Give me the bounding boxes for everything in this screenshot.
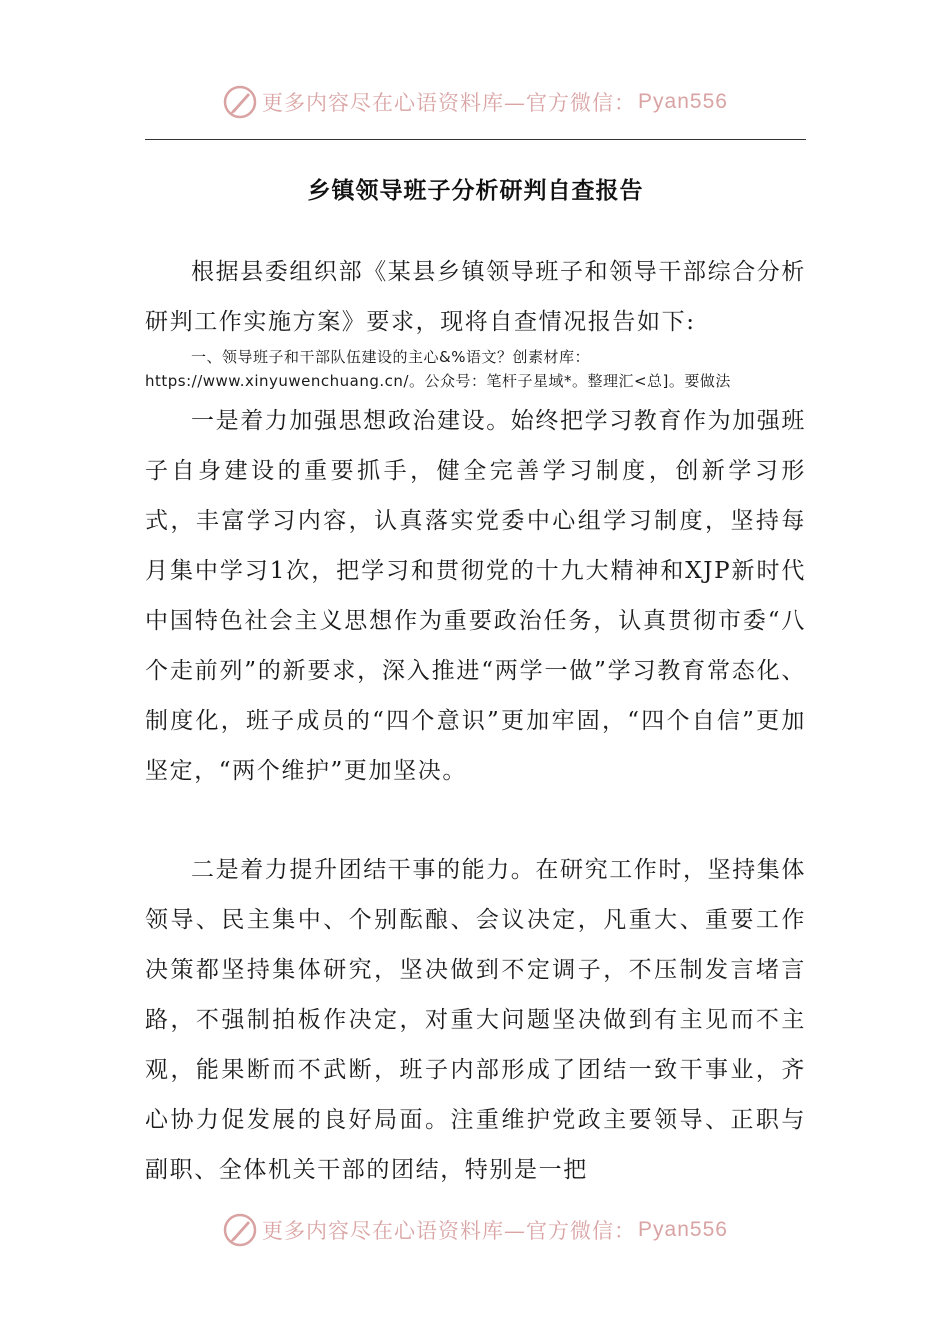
quill-logo-icon xyxy=(222,84,258,120)
header-divider xyxy=(145,139,806,140)
intro-paragraph-block xyxy=(145,247,806,347)
watermark-wechat-id: Pyan556 xyxy=(638,1218,728,1241)
section-heading-block xyxy=(145,345,806,393)
intro-paragraph: 根据县委组织部《某县乡镇领导班子和领导干部综合分析研判工作实施方案》要求，现将自查情况报告如下: xyxy=(145,259,806,335)
watermark-wechat-id: Pyan556 xyxy=(638,90,728,113)
paragraph-political-building: 一是着力加强思想政治建设。始终把学习教育作为加强班子自身建设的重要抓手，健全完善学习制度，创新学习形式，丰富学习内容，认真落实党委中心组学习制度，坚持每月集中学习1次，把学习和贯彻党的十九大精神和XJP新时代中国特色社会主义思想作为重要政治任务，认真贯彻市委“八个走前列”的新要求，深入推进“两学一做”学习教育常态化、制度化，班子成员的“四个意识”更加牢固，“四个自信”更加坚定，“两个维护”更加坚决。 xyxy=(145,408,806,784)
footer-watermark xyxy=(0,1210,950,1250)
watermark-text: 更多内容尽在心语资料库—官方微信： xyxy=(262,91,637,115)
document-title: 乡镇领导班子分析研判自查报告 xyxy=(307,178,644,204)
section-heading-inserted-text: 一、领导班子和干部队伍建设的主心&%语文？创素材库：https://www.xinyuwenchuang.cn/。公众号：笔杆子星域*。整理汇<总]。要做法 xyxy=(145,348,731,390)
paragraph-unity-ability: 二是着力提升团结干事的能力。在研究工作时，坚持集体领导、民主集中、个别酝酿、会议决定，凡重大、重要工作决策都坚持集体研究，坚决做到不定调子，不压制发言堵言路，不强制拍板作决定，对重大问题坚决做到有主见而不主观，能果断而不武断，班子内部形成了团结一致干事业，齐心协力促发展的良好局面。注重维护党政主要领导、正职与副职、全体机关干部的团结，特别是一把 xyxy=(145,857,806,1183)
header-watermark xyxy=(0,82,950,122)
paragraph-block-2 xyxy=(145,845,806,1195)
paragraph-block-1 xyxy=(145,396,806,796)
quill-logo-icon xyxy=(222,1212,258,1248)
watermark-text: 更多内容尽在心语资料库—官方微信： xyxy=(262,1219,637,1243)
